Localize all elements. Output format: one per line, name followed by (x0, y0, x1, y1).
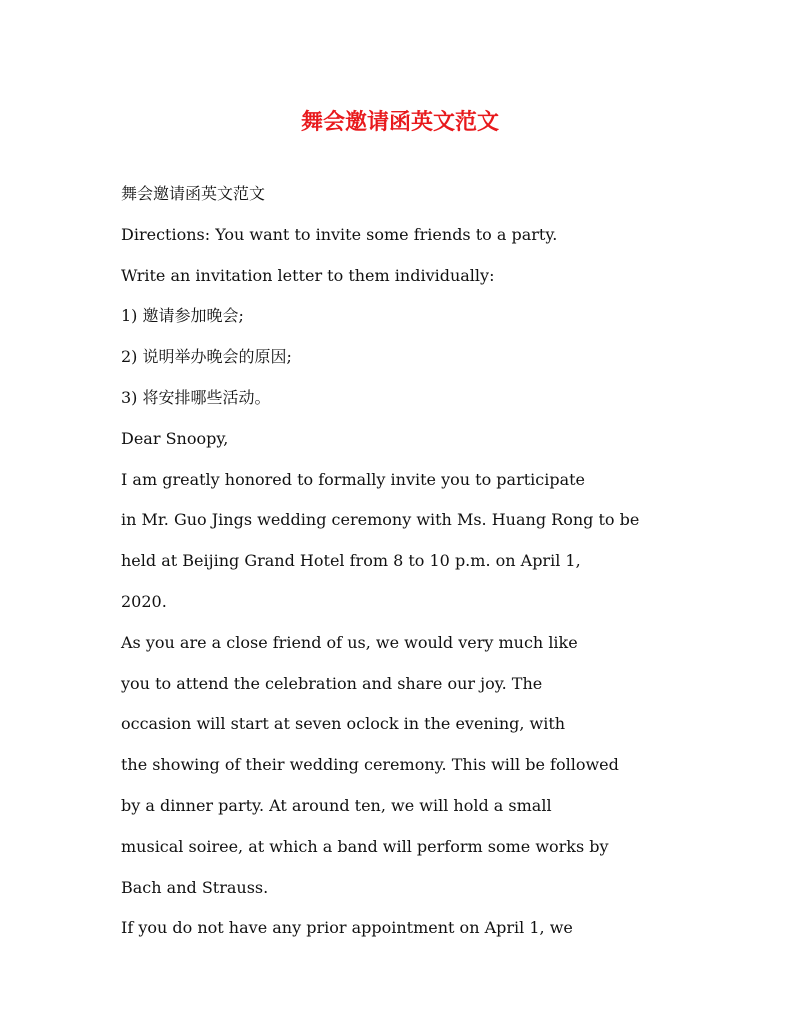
body-line: held at Beijing Grand Hotel from 8 to 10 p.m. on April 1, (121, 551, 581, 571)
body-line: the showing of their wedding ceremony. This will be followed (121, 755, 619, 775)
document-title: 舞会邀请函英文范文 (300, 109, 499, 135)
body-line: Bach and Strauss. (121, 877, 269, 897)
body-line: Write an invitation letter to them individually: (121, 265, 495, 285)
body-line: Directions: You want to invite some friends to a party. (121, 224, 558, 244)
document-body (121, 174, 721, 949)
body-line: in Mr. Guo Jings wedding ceremony with Ms. Huang Rong to be (121, 510, 640, 530)
body-line: If you do not have any prior appointment on April 1, we (121, 918, 573, 938)
body-line: I am greatly honored to formally invite you to participate (121, 469, 586, 489)
body-line: Dear Snoopy, (121, 428, 229, 448)
body-line: you to attend the celebration and share our joy. The (121, 673, 543, 693)
body-line: 1) 邀请参加晚会; (121, 306, 244, 326)
body-line: 舞会邀请函英文范文 (121, 184, 266, 203)
body-line: 3) 将安排哪些活动。 (121, 387, 271, 407)
body-line: occasion will start at seven oclock in the evening, with (121, 714, 566, 734)
body-line: by a dinner party. At around ten, we will hold a small (121, 795, 552, 815)
body-line: 2) 说明举办晚会的原因; (121, 347, 292, 367)
body-line: As you are a close friend of us, we would very much like (121, 632, 578, 652)
body-line: 2020. (121, 591, 167, 611)
body-line: musical soiree, at which a band will perform some works by (121, 836, 609, 856)
